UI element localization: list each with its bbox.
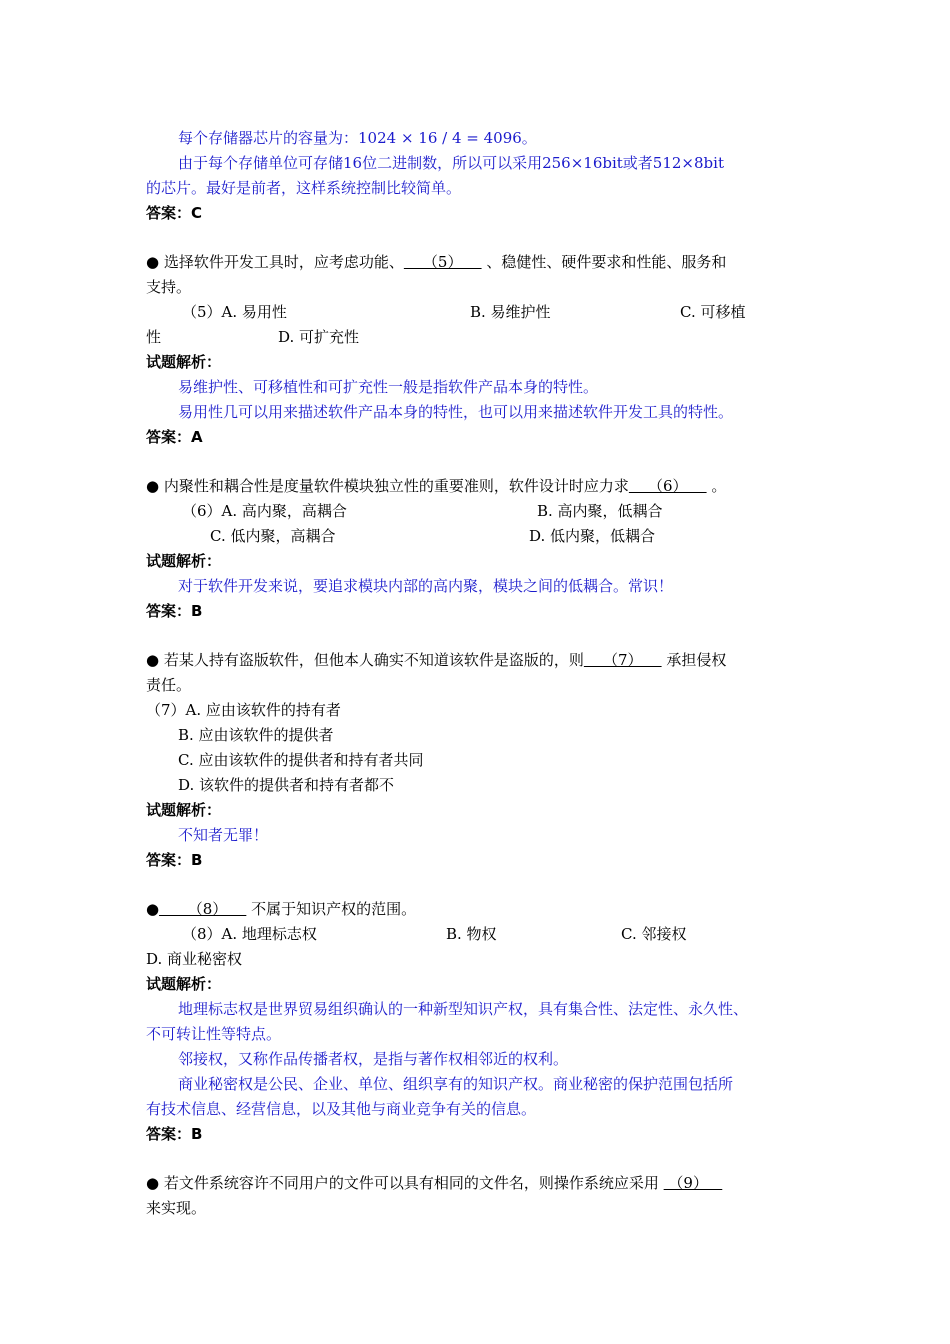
q4-analysis-line: 每个存储器芯片的容量为：1024 × 16 / 4 = 4096。 bbox=[178, 129, 537, 147]
q8-blank: （8） bbox=[159, 900, 247, 918]
q5-option-d: D. 可扩充性 bbox=[278, 328, 360, 346]
q7-option-a: （7）A. 应由该软件的持有者 bbox=[146, 701, 341, 719]
q4-answer: 答案：C bbox=[146, 204, 203, 222]
q8-answer: 答案：B bbox=[146, 1125, 203, 1143]
q8-option-d: D. 商业秘密权 bbox=[146, 950, 243, 968]
q8-analysis-label: 试题解析： bbox=[146, 975, 222, 993]
q6-analysis-line: 对于软件开发来说，要追求模块内部的高内聚，模块之间的低耦合。常识！ bbox=[178, 577, 674, 595]
q5-stem-text: ● 选择软件开发工具时，应考虑功能、 bbox=[146, 253, 404, 271]
q5-option-b: B. 易维护性 bbox=[470, 303, 551, 321]
q8-stem bbox=[146, 899, 416, 919]
q6-answer: 答案：B bbox=[146, 602, 203, 620]
q8-analysis-line: 地理标志权是世界贸易组织确认的一种新型知识产权，具有集合性、法定性、永久性、 bbox=[178, 1000, 749, 1018]
q4-analysis-line: 由于每个存储单位可存储16位二进制数，所以可以采用256×16bit或者512×8bit bbox=[178, 154, 724, 172]
q5-option-c: C. 可移植 bbox=[680, 303, 746, 321]
q5-answer: 答案：A bbox=[146, 428, 203, 446]
q5-stem-cont: 支持。 bbox=[146, 278, 192, 296]
q6-option-a: （6）A. 高内聚，高耦合 bbox=[182, 502, 347, 520]
q9-stem-cont: 来实现。 bbox=[146, 1199, 207, 1217]
q7-analysis-line: 不知者无罪！ bbox=[178, 826, 269, 844]
q6-option-c: C. 低内聚，高耦合 bbox=[210, 527, 336, 545]
q6-stem-text: 。 bbox=[706, 477, 727, 495]
q7-answer: 答案：B bbox=[146, 851, 203, 869]
q5-analysis-label: 试题解析： bbox=[146, 353, 222, 371]
q7-option-c: C. 应由该软件的提供者和持有者共同 bbox=[178, 751, 424, 769]
q8-stem-text: 不属于知识产权的范围。 bbox=[246, 900, 417, 918]
q4-analysis-line: 的芯片。最好是前者，这样系统控制比较简单。 bbox=[146, 179, 462, 197]
q8-option-a: （8）A. 地理标志权 bbox=[182, 925, 317, 943]
q7-option-d: D. 该软件的提供者和持有者都不 bbox=[178, 776, 395, 794]
q6-option-b: B. 高内聚，低耦合 bbox=[537, 502, 663, 520]
q5-stem-text: 、稳健性、硬件要求和性能、服务和 bbox=[481, 253, 727, 271]
q5-option-a: （5）A. 易用性 bbox=[182, 303, 287, 321]
q7-stem bbox=[146, 650, 726, 670]
q5-analysis-line: 易用性几可以用来描述软件产品本身的特性，也可以用来描述软件开发工具的特性。 bbox=[178, 403, 734, 421]
q7-stem-text: ● 若某人持有盗版软件，但他本人确实不知道该软件是盗版的，则 bbox=[146, 651, 584, 669]
q6-blank: （6） bbox=[628, 477, 707, 495]
q5-option-c-cont: 性 bbox=[146, 328, 162, 346]
bullet-icon: ● bbox=[146, 900, 160, 918]
q7-option-b: B. 应由该软件的提供者 bbox=[178, 726, 334, 744]
q5-blank: （5） bbox=[403, 253, 482, 271]
q9-stem-text: ● 若文件系统容许不同用户的文件可以具有相同的文件名，则操作系统应采用 bbox=[146, 1174, 664, 1192]
q7-stem-text: 承担侵权 bbox=[661, 651, 727, 669]
q8-option-b: B. 物权 bbox=[446, 925, 497, 943]
q8-analysis-line: 有技术信息、经营信息，以及其他与商业竞争有关的信息。 bbox=[146, 1100, 537, 1118]
q7-analysis-label: 试题解析： bbox=[146, 801, 222, 819]
q7-blank: （7） bbox=[583, 651, 662, 669]
q5-analysis-line: 易维护性、可移植性和可扩充性一般是指软件产品本身的特性。 bbox=[178, 378, 599, 396]
q9-stem bbox=[146, 1173, 722, 1193]
q6-option-d: D. 低内聚，低耦合 bbox=[529, 527, 656, 545]
q8-analysis-line: 商业秘密权是公民、企业、单位、组织享有的知识产权。商业秘密的保护范围包括所 bbox=[178, 1075, 734, 1093]
q6-stem-text: ● 内聚性和耦合性是度量软件模块独立性的重要准则，软件设计时应力求 bbox=[146, 477, 629, 495]
q8-analysis-line: 不可转让性等特点。 bbox=[146, 1025, 282, 1043]
q7-stem-cont: 责任。 bbox=[146, 676, 192, 694]
q6-stem bbox=[146, 476, 726, 496]
q6-analysis-label: 试题解析： bbox=[146, 552, 222, 570]
q8-option-c: C. 邻接权 bbox=[621, 925, 687, 943]
q8-analysis-line: 邻接权，又称作品传播者权，是指与著作权相邻近的权利。 bbox=[178, 1050, 569, 1068]
q5-stem bbox=[146, 252, 726, 272]
q9-blank: （9） bbox=[663, 1174, 723, 1192]
